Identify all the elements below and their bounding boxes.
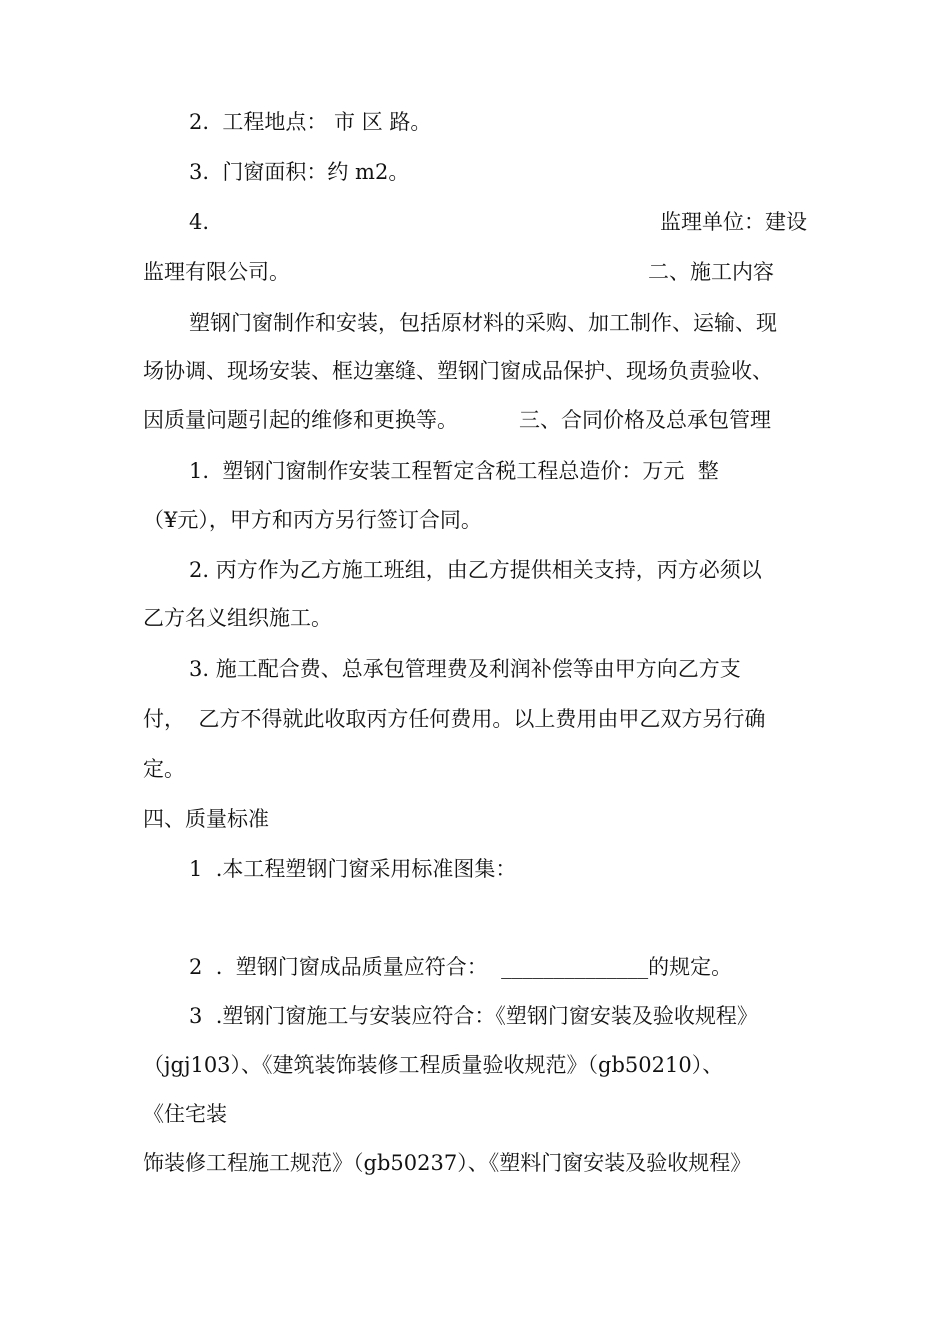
text-line: 2. 工程地点： 市 区 路。 xyxy=(189,110,432,134)
text-line: 乙方名义组织施工。 xyxy=(143,606,332,630)
text-line: 付， 乙方不得就此收取丙方任何费用。以上费用由甲乙双方另行确 xyxy=(143,707,766,731)
text-line: 因质量问题引起的维修和更换等。 xyxy=(143,408,458,432)
text-line: 3 .塑钢门窗施工与安装应符合：《塑钢门窗安装及验收规程》 xyxy=(189,1004,758,1028)
text-line: 《住宅装 xyxy=(143,1102,227,1126)
text-line: 2. 丙方作为乙方施工班组，由乙方提供相关支持，丙方必须以 xyxy=(189,558,762,582)
section-heading: 四、质量标准 xyxy=(143,807,269,831)
text-line: （¥元），甲方和丙方另行签订合同。 xyxy=(143,508,482,532)
text-line: 3. 门窗面积：约 m2。 xyxy=(189,160,410,184)
section-heading: 三、合同价格及总承包管理 xyxy=(519,408,771,432)
text-line: 3. 施工配合费、总承包管理费及利润补偿等由甲方向乙方支 xyxy=(189,657,741,681)
text-line: 1. 塑钢门窗制作安装工程暂定含税工程总造价：万元 整 xyxy=(189,459,719,483)
text-line: 2 . 塑钢门窗成品质量应符合： ______________的规定。 xyxy=(189,955,733,979)
text-line: 监理单位：建设 xyxy=(660,210,807,234)
text-line: 4. xyxy=(189,210,210,234)
text-line: 塑钢门窗制作和安装，包括原材料的采购、加工制作、运输、现 xyxy=(189,311,777,335)
text-line: 监理有限公司。 xyxy=(143,260,290,284)
section-heading: 二、施工内容 xyxy=(648,260,774,284)
text-line: 1 .本工程塑钢门窗采用标准图集： xyxy=(189,857,517,881)
text-line: 场协调、现场安装、框边塞缝、塑钢门窗成品保护、现场负责验收、 xyxy=(143,359,773,383)
text-line: （jgj103）、《建筑装饰装修工程质量验收规范》（gb50210）、 xyxy=(143,1053,724,1077)
text-line: 饰装修工程施工规范》（gb50237）、《塑料门窗安装及验收规程》 xyxy=(143,1151,752,1175)
text-line: 定。 xyxy=(143,757,185,781)
